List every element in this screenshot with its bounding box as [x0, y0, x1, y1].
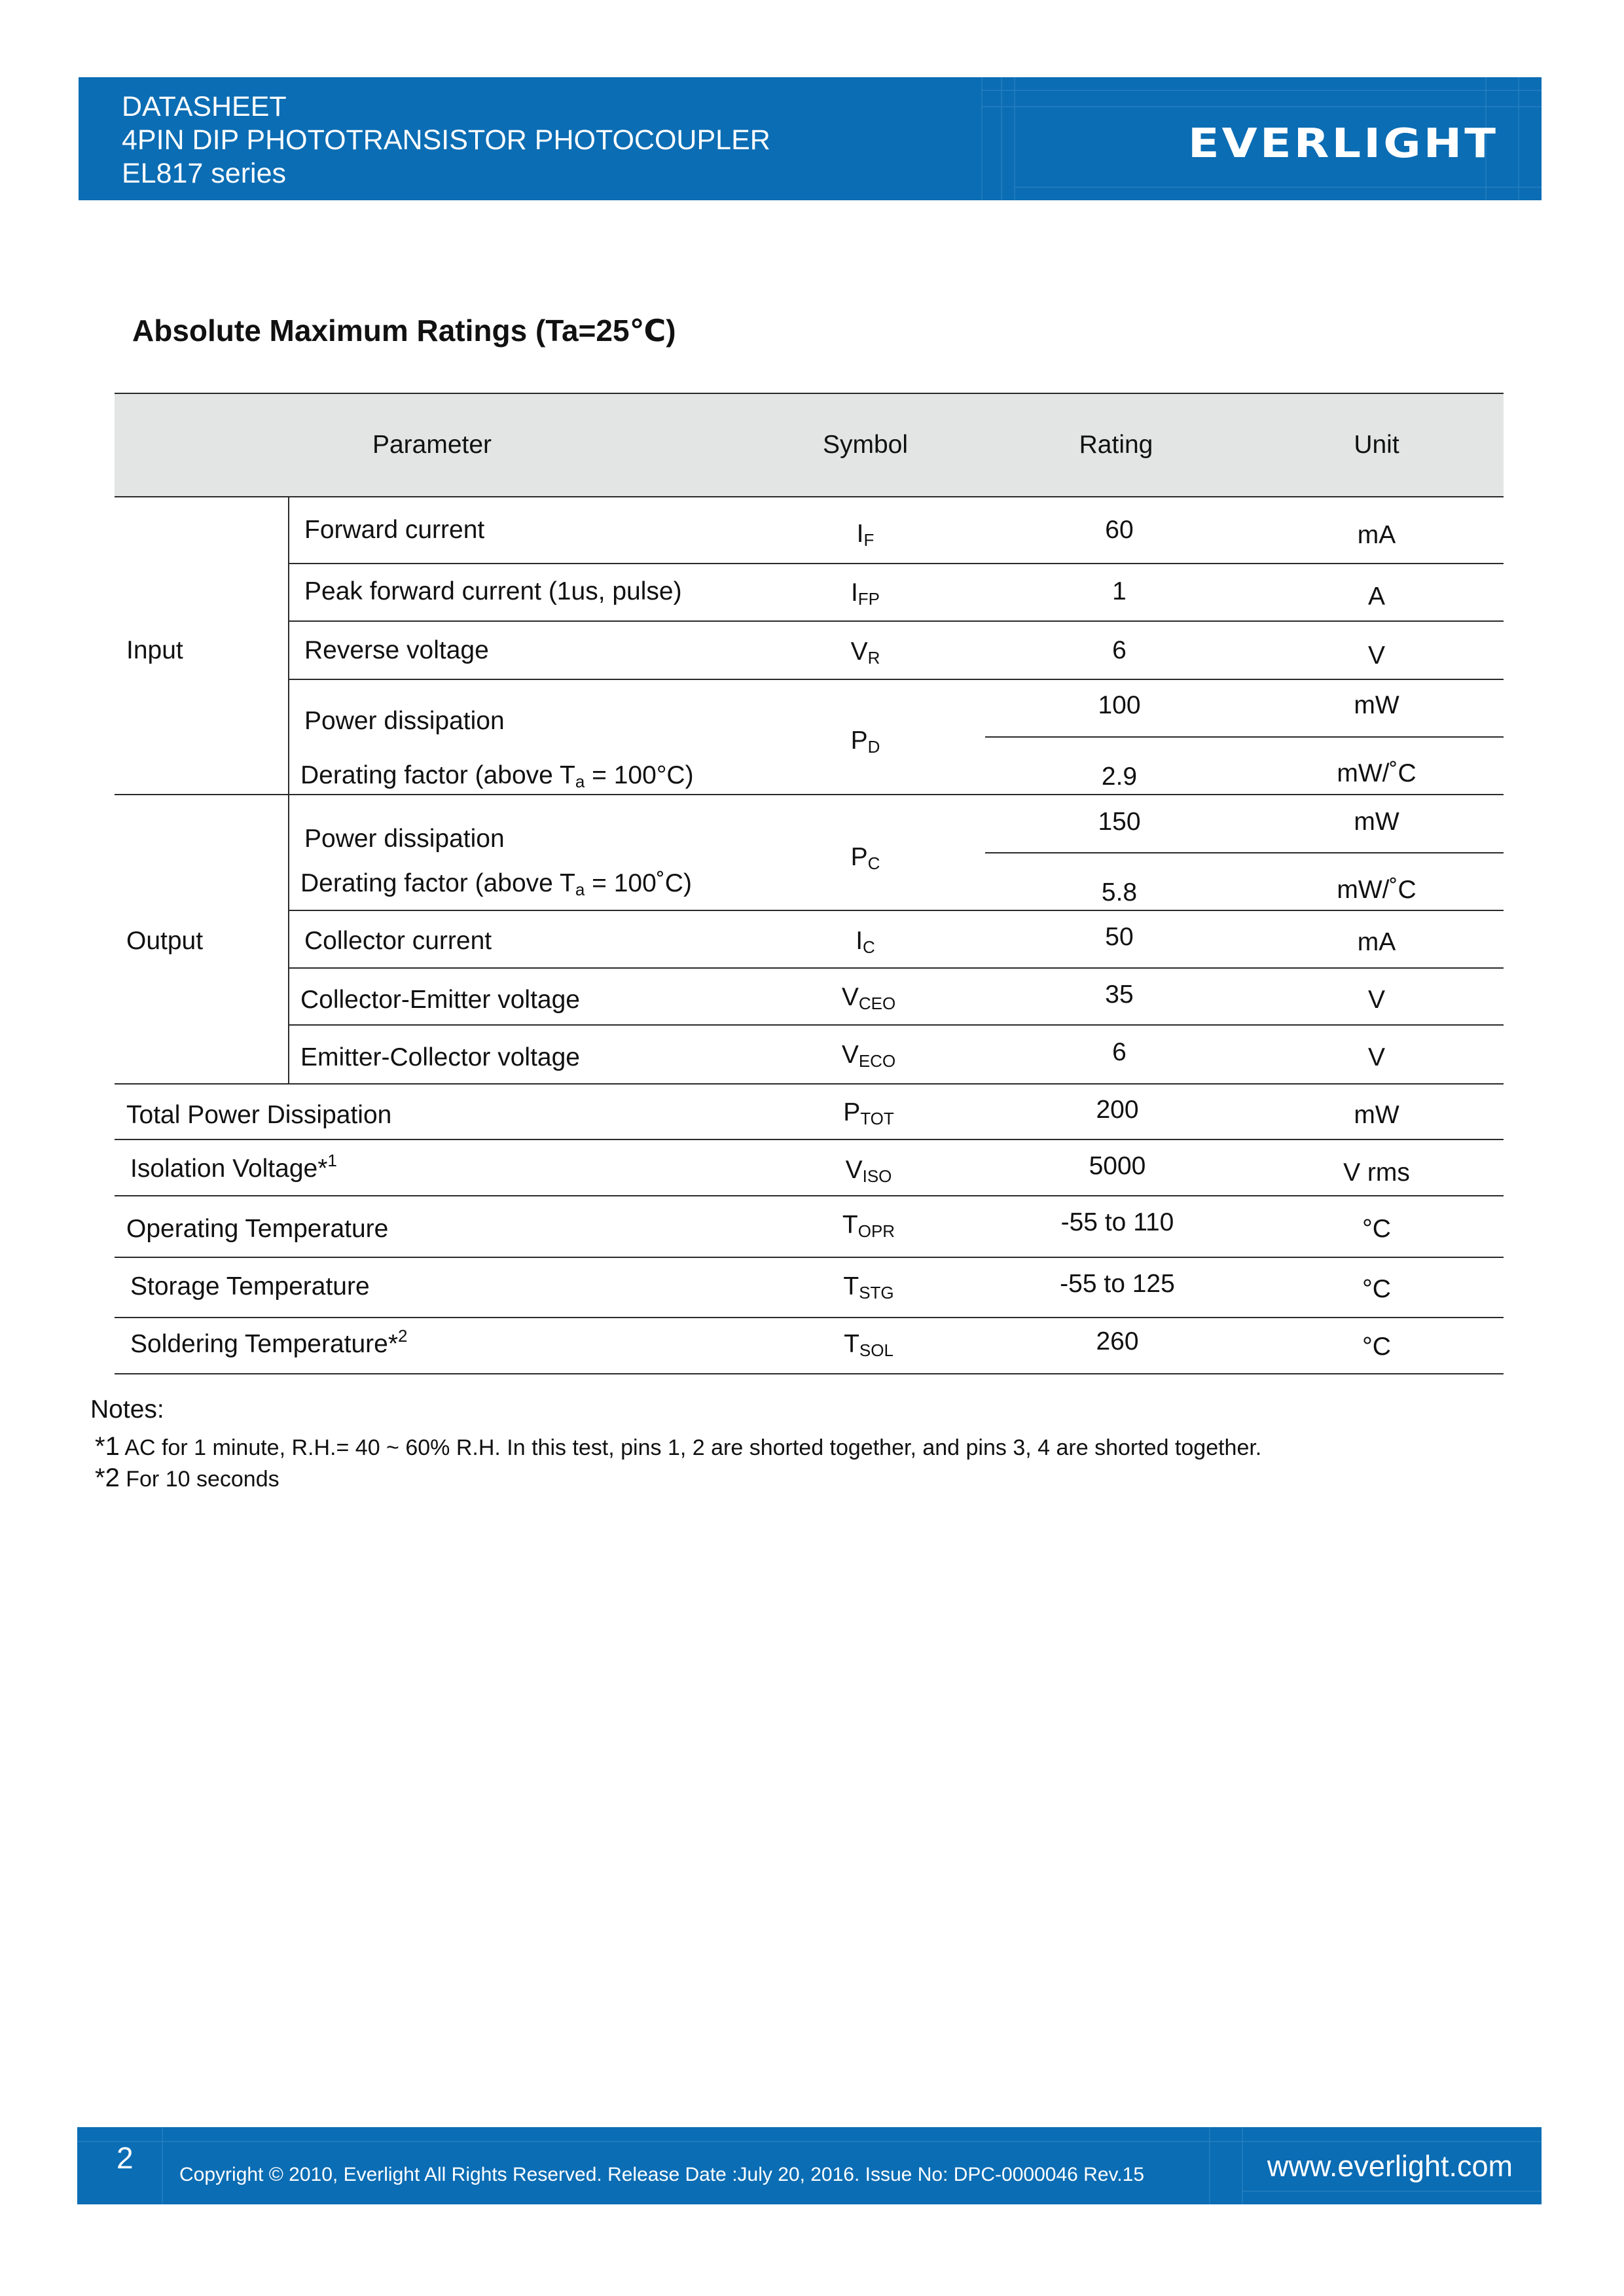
rule-row — [115, 1257, 1504, 1258]
param-collector-current: Collector current — [304, 927, 492, 955]
rule-row-partial — [985, 852, 1504, 853]
header-symbol: Symbol — [822, 431, 909, 459]
symbol-viso: $V_{ISO}$ — [845, 1156, 892, 1186]
group-output: Output — [126, 927, 204, 955]
unit-collector-current: mA — [1357, 928, 1396, 956]
rule-row-partial — [985, 736, 1504, 738]
rule-top — [115, 393, 1504, 394]
unit-storage-temperature: °C — [1362, 1275, 1391, 1303]
rule-row — [288, 967, 1504, 969]
rating-forward-current: 60 — [1105, 516, 1134, 544]
rating-output-derating: 5.8 — [1101, 878, 1138, 906]
rating-soldering-temperature: 260 — [1096, 1327, 1139, 1355]
rule-header-bottom — [115, 496, 1504, 497]
rule-row — [288, 1024, 1504, 1026]
ratings-table — [115, 393, 1504, 1368]
param-input-power-dissipation: Power dissipation — [304, 707, 505, 735]
rating-emitter-collector-voltage: 6 — [1112, 1038, 1127, 1066]
symbol-vceo: $V_{CEO}$ — [841, 983, 896, 1013]
param-storage-temperature: Storage Temperature — [130, 1272, 370, 1300]
rating-isolation-voltage: 5000 — [1089, 1152, 1146, 1180]
rule-row — [288, 563, 1504, 564]
notes-title: Notes: — [90, 1395, 164, 1424]
rule-row — [115, 1083, 1504, 1085]
unit-output-power: mW — [1354, 808, 1399, 836]
rule-row — [288, 620, 1504, 622]
group-input: Input — [126, 636, 183, 664]
footer-banner — [77, 2127, 1542, 2204]
header-unit: Unit — [1354, 431, 1399, 459]
symbol-ic: $I_C$ — [856, 927, 875, 957]
symbol-tstg: $T_{STG}$ — [843, 1272, 894, 1302]
symbol-vr: $V_R$ — [850, 637, 880, 668]
unit-isolation-voltage: V rms — [1343, 1158, 1410, 1187]
unit-total-power: mW — [1354, 1101, 1399, 1129]
unit-operating-temperature: °C — [1362, 1215, 1391, 1243]
rating-total-power: 200 — [1096, 1096, 1139, 1124]
unit-collector-emitter-voltage: V — [1367, 986, 1386, 1014]
unit-emitter-collector-voltage: V — [1367, 1043, 1386, 1071]
rule-row — [288, 679, 1504, 680]
symbol-if: $I_F$ — [856, 520, 875, 550]
symbol-topr: $T_{OPR}$ — [842, 1211, 895, 1241]
rating-reverse-voltage: 6 — [1112, 636, 1127, 664]
rule-row — [115, 1139, 1504, 1140]
rating-collector-emitter-voltage: 35 — [1105, 980, 1134, 1009]
page-number: 2 — [117, 2141, 134, 2175]
rating-output-power: 150 — [1098, 808, 1141, 836]
param-total-power-dissipation: Total Power Dissipation — [126, 1101, 392, 1129]
symbol-pd: $P_D$ — [850, 726, 880, 757]
unit-output-derating: mW/˚C — [1337, 876, 1416, 904]
param-operating-temperature: Operating Temperature — [126, 1215, 389, 1243]
note-2: *2 For 10 seconds — [95, 1463, 280, 1492]
unit-reverse-voltage: V — [1367, 641, 1386, 670]
rating-input-derating: 2.9 — [1101, 762, 1138, 791]
rule-row — [288, 910, 1504, 911]
rule-group-divider — [115, 794, 1504, 795]
param-reverse-voltage: Reverse voltage — [304, 636, 489, 664]
table-header-background — [115, 393, 1504, 496]
copyright-text: Copyright © 2010, Everlight All Rights Reserved. Release Date :July 20, 2016. Issue No: DPC-0000046 Rev.15 — [179, 2164, 1144, 2185]
website-link[interactable]: www.everlight.com — [1267, 2149, 1513, 2183]
section-title: Absolute Maximum Ratings (Ta=25℃) — [132, 314, 676, 348]
rule-row — [115, 1195, 1504, 1196]
param-forward-current: Forward current — [304, 516, 485, 544]
rating-storage-temperature: -55 to 125 — [1060, 1270, 1175, 1298]
header-title-block — [122, 90, 770, 190]
unit-soldering-temperature: °C — [1362, 1333, 1391, 1361]
header-line-datasheet: DATASHEET — [122, 91, 287, 122]
unit-input-derating: mW/˚C — [1337, 759, 1416, 787]
symbol-tsol: $T_{SOL}$ — [844, 1330, 893, 1360]
header-line-series: EL817 series — [122, 158, 286, 189]
param-soldering-temperature: Soldering Temperature*$^2$ — [130, 1326, 408, 1358]
symbol-veco: $V_{ECO}$ — [841, 1041, 896, 1071]
rating-peak-forward-current: 1 — [1112, 577, 1127, 605]
unit-forward-current: mA — [1357, 521, 1396, 549]
header-banner — [79, 77, 1542, 200]
rating-operating-temperature: -55 to 110 — [1060, 1208, 1174, 1236]
param-input-derating-factor: Derating factor (above $T_a = 100^\circ C$) — [300, 761, 694, 791]
rule-row — [115, 1317, 1504, 1318]
everlight-logo: EVERLIGHT — [1187, 119, 1498, 168]
header-parameter: Parameter — [372, 431, 492, 459]
unit-peak-forward-current: A — [1367, 583, 1386, 611]
rating-collector-current: 50 — [1105, 923, 1134, 951]
header-line-product: 4PIN DIP PHOTOTRANSISTOR PHOTOCOUPLER — [122, 124, 770, 156]
unit-input-power: mW — [1354, 691, 1399, 719]
rating-input-power: 100 — [1098, 691, 1141, 719]
rule-bottom — [115, 1373, 1504, 1374]
symbol-ifp: $I_{FP}$ — [850, 579, 880, 609]
rule-group-column — [288, 496, 289, 1083]
param-emitter-collector-voltage: Emitter-Collector voltage — [300, 1043, 580, 1071]
header-rating: Rating — [1079, 431, 1153, 459]
symbol-ptot: $P_{TOT}$ — [843, 1098, 894, 1128]
param-output-power-dissipation: Power dissipation — [304, 825, 505, 853]
param-isolation-voltage: Isolation Voltage*$^1$ — [130, 1151, 337, 1183]
param-peak-forward-current: Peak forward current (1us, pulse) — [304, 577, 682, 605]
note-1: *1 AC for 1 minute, R.H.= 40 ~ 60% R.H. In this test, pins 1, 2 are shorted together, and pins 3, 4 are shorted together. — [95, 1432, 1262, 1461]
param-output-derating-factor: Derating factor (above $T_a$ = 100˚C) — [300, 869, 692, 899]
symbol-pc: $P_C$ — [850, 843, 880, 873]
param-collector-emitter-voltage: Collector-Emitter voltage — [300, 986, 580, 1014]
